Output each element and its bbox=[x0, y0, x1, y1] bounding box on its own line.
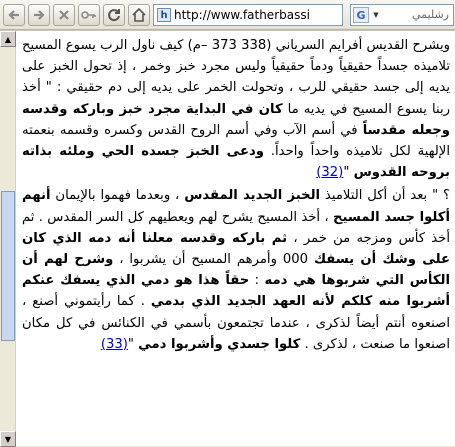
stop-button[interactable] bbox=[53, 4, 75, 26]
article-text bbox=[22, 35, 450, 357]
close-x-icon bbox=[57, 8, 71, 22]
home-button[interactable] bbox=[128, 4, 150, 26]
footnote-link-33[interactable]: (33) bbox=[100, 336, 128, 352]
google-icon[interactable]: G bbox=[353, 7, 369, 23]
scroll-up-icon[interactable]: ▲ bbox=[0, 31, 16, 47]
browser-toolbar bbox=[0, 0, 455, 30]
home-icon bbox=[132, 8, 146, 22]
password-button[interactable] bbox=[78, 4, 100, 26]
search-input[interactable]: رشليمي bbox=[411, 8, 449, 21]
scroll-thumb[interactable] bbox=[1, 191, 15, 341]
site-favicon-icon: h bbox=[157, 8, 171, 22]
scroll-down-icon[interactable]: ▼ bbox=[0, 431, 16, 447]
paragraph-1: ويشرح القديس أفرايم السرياني (338 373 –م) كيف ناول الرب يسوع المسيح تلاميذه جسداً حقيقياً ودماً حقيقياً وليس مجرد خبز وخمر ، إذ تحول الخبز على يديه إلى جسد حقيقي للرب ، وتحولت الخمر على يديه إلى دم حقيقي : " أخذ ربنا يسوع المسيح في يديه ما كان في البداية مجرد خبز وباركه وقدسه وجعله مقدساً في أسم الآب وفي أسم الروح القدس وكسره وقسمه بنعمته الإلهية لكل تلاميذه واحداً واحداً. ودعى الخبز جسده الحي وملئه بذاته بروحه القدوس "(32) bbox=[22, 38, 450, 181]
reload-icon bbox=[107, 8, 121, 22]
address-bar[interactable] bbox=[153, 4, 343, 26]
paragraph-2: ؟ " بعد أن أكل التلاميذ الخبز الجديد المقدس ، وبعدما فهموا بالإيمان أنهم أكلوا جسد المسيح ، أخذ المسيح يشرح لهم ويعطيهم كل السر المقدس . ثم أخذ كأس ومزجه من خمر ، ثم باركه وقدسه معلنا أنه دمه الذي كان على وشك أن يسفك 000 وأمرهم المسيح أن يشربوا ، وشرح لهم أن الكأس التي شربوها هي دمه : حقاً هذا هو دمي الذي يسفك عنكم أشربوا منه كلكم لأنه العهد الجديد الذي بدمي . كما رأيتموني أصنع ، اصنعوه أنتم أيضاً لذكرى ، عندما تجتمعون بأسمي في الكنائس في كل مكان اصنعوا ما صنعت ، لذكرى . كلوا جسدي وأشربوا دمي "(33) bbox=[22, 188, 451, 352]
vertical-scrollbar[interactable] bbox=[0, 31, 16, 447]
search-box[interactable] bbox=[350, 4, 454, 26]
key-icon bbox=[81, 8, 97, 22]
chevron-down-icon[interactable]: ▼ bbox=[373, 11, 379, 19]
forward-arrow-icon bbox=[32, 8, 46, 22]
page-content bbox=[0, 30, 455, 446]
url-text: http://www.fatherbassi bbox=[174, 8, 310, 22]
back-arrow-icon bbox=[7, 8, 21, 22]
reload-button[interactable] bbox=[103, 4, 125, 26]
back-button[interactable] bbox=[3, 4, 25, 26]
forward-button[interactable] bbox=[28, 4, 50, 26]
footnote-link-32[interactable]: (32) bbox=[316, 165, 344, 181]
